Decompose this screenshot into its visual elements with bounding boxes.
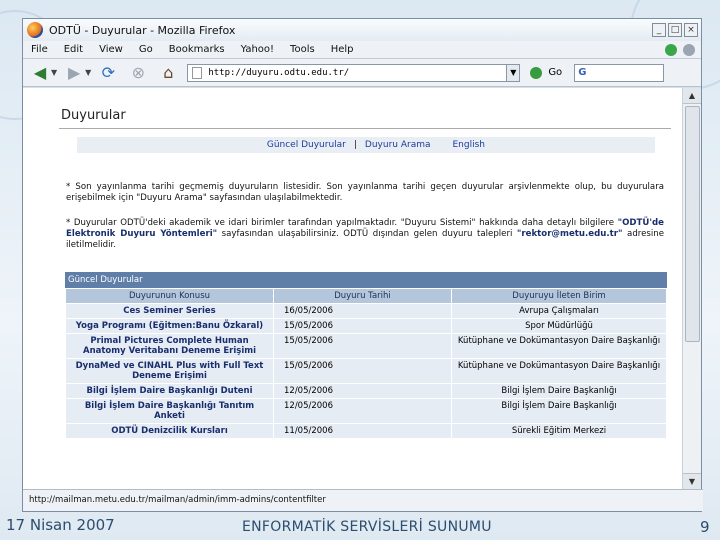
search-box[interactable]: G — [574, 64, 664, 82]
table-row — [66, 424, 667, 439]
window-title: ODTÜ - Duyurular - Mozilla Firefox — [49, 23, 236, 37]
column-header-date: Duyuru Tarihi — [274, 289, 452, 304]
slide-footer-title: ENFORMATİK SERVİSLERİ SUNUMU — [242, 519, 492, 535]
announcement-unit: Avrupa Çalışmaları — [452, 304, 667, 319]
table-row — [66, 399, 667, 424]
table-row — [66, 384, 667, 399]
announcement-link[interactable]: Bilgi İşlem Daire Başkanlığı Tanıtım Anketi — [66, 399, 274, 424]
announcement-link[interactable]: Bilgi İşlem Daire Başkanlığı Duteni — [66, 384, 274, 399]
announcement-date: 11/05/2006 — [274, 424, 452, 439]
scroll-down-icon[interactable]: ▼ — [683, 473, 701, 489]
announcement-date: 15/05/2006 — [274, 334, 452, 359]
menu-yahoo[interactable]: Yahoo! — [240, 44, 275, 55]
sub-navigation — [77, 137, 655, 153]
para2-text-mid: sayfasından ulaşabilirsiniz. ODTÜ dışından gelen duyuru talepleri — [217, 229, 517, 239]
home-icon[interactable]: ⌂ — [163, 63, 174, 82]
forward-dropdown-icon[interactable]: ▼ — [85, 68, 92, 77]
column-header-subject: Duyurunun Konusu — [66, 289, 274, 304]
nav-separator: | — [353, 140, 357, 150]
para2-text: * Duyurular ODTÜ'deki akademik ve idari birimler tarafından yapılmaktadır. "Duyuru Sistemi" hakkında daha detaylı bilgilere — [66, 218, 618, 228]
nav-english[interactable]: English — [452, 140, 485, 150]
announcement-link[interactable]: Primal Pictures Complete Human Anatomy Veritabanı Deneme Erişimi — [66, 334, 274, 359]
page-viewport — [23, 88, 682, 489]
go-button[interactable]: Go — [548, 67, 563, 78]
table-row — [66, 319, 667, 334]
announcement-link[interactable]: Ces Seminer Series — [66, 304, 274, 319]
nav-current-announcements[interactable]: Güncel Duyurular — [266, 140, 346, 150]
announcement-date: 12/05/2006 — [274, 399, 452, 424]
announcement-unit: Kütüphane ve Dokümantasyon Daire Başkanlığı — [452, 359, 667, 384]
column-header-unit: Duyuruyu İleten Birim — [452, 289, 667, 304]
rector-email-link[interactable]: "rektor@metu.edu.tr" — [516, 229, 623, 239]
back-dropdown-icon[interactable]: ▼ — [51, 68, 58, 77]
menu-edit[interactable]: Edit — [63, 44, 84, 55]
announcement-unit: Spor Müdürlüğü — [452, 319, 667, 334]
para2-text-end: adresine iletilmelidir. — [66, 229, 664, 250]
slide-page-number: 9 — [700, 518, 710, 536]
nav-announcement-search[interactable]: Duyuru Arama — [364, 140, 431, 150]
reload-icon[interactable]: ⟳ — [101, 63, 116, 82]
slide-date: 17 Nisan 2007 — [6, 516, 115, 534]
scroll-thumb[interactable] — [685, 106, 700, 342]
page-icon — [192, 67, 202, 79]
announcement-unit: Sürekli Eğitim Merkezi — [452, 424, 667, 439]
firefox-icon — [27, 22, 43, 38]
announcement-date: 15/05/2006 — [274, 319, 452, 334]
scroll-up-icon[interactable]: ▲ — [683, 88, 701, 104]
table-row — [66, 359, 667, 384]
title-bar — [23, 19, 701, 41]
forward-arrow-icon[interactable]: ▶ — [68, 63, 81, 82]
announcement-date: 15/05/2006 — [274, 359, 452, 384]
announcement-link[interactable]: DynaMed ve CINAHL Plus with Full Text Deneme Erişimi — [66, 359, 274, 384]
page-title: Duyurular — [61, 108, 126, 123]
status-bar: http://mailman.metu.edu.tr/mailman/admin/imm-admins/contentfilter — [23, 489, 703, 511]
table-row — [66, 334, 667, 359]
go-icon[interactable] — [530, 67, 542, 79]
menu-bar — [23, 41, 701, 59]
announcement-unit: Bilgi İşlem Daire Başkanlığı — [452, 384, 667, 399]
menu-tools[interactable]: Tools — [290, 44, 315, 55]
info-paragraph-1: * Son yayınlanma tarihi geçmemiş duyuruların listesidir. Son yayınlanma tarihi geçen duyurular arşivlenmekte olup, bu duyurulara erişebilmek için "Duyuru Arama" sayfasından ulaşılabilmektedir. — [66, 182, 664, 203]
announcement-unit: Bilgi İşlem Daire Başkanlığı — [452, 399, 667, 424]
table-title: Güncel Duyurular — [65, 272, 667, 288]
back-arrow-icon[interactable]: ◀ — [33, 63, 47, 82]
announcement-link[interactable]: ODTÜ Denizcilik Kursları — [66, 424, 274, 439]
stop-icon[interactable]: ⊗ — [131, 63, 146, 82]
close-button[interactable]: × — [684, 23, 698, 37]
announcements-table — [65, 272, 667, 439]
duyuru-methods-link[interactable]: "ODTÜ'de Elektronik Duyuru Yöntemleri" — [66, 218, 664, 239]
heading-divider — [59, 128, 671, 129]
menu-view[interactable]: View — [99, 44, 123, 55]
menu-go[interactable]: Go — [138, 44, 153, 55]
navigation-toolbar — [23, 59, 701, 87]
browser-window — [22, 18, 702, 512]
announcement-link[interactable]: Yoga Programı (Eğitmen:Banu Özkaral) — [66, 319, 274, 334]
settings-gear-icon[interactable] — [683, 44, 695, 56]
table-row — [66, 304, 667, 319]
maximize-button[interactable]: □ — [668, 23, 682, 37]
vertical-scrollbar[interactable] — [682, 88, 701, 489]
status-green-icon — [665, 44, 677, 56]
menu-file[interactable]: File — [31, 44, 48, 55]
address-dropdown-icon[interactable]: ▼ — [506, 64, 520, 82]
announcement-unit: Kütüphane ve Dokümantasyon Daire Başkanlığı — [452, 334, 667, 359]
address-bar[interactable] — [187, 64, 507, 82]
minimize-button[interactable]: _ — [652, 23, 666, 37]
menu-help[interactable]: Help — [330, 44, 354, 55]
address-url: http://duyuru.odtu.edu.tr/ — [208, 67, 350, 78]
announcement-date: 16/05/2006 — [274, 304, 452, 319]
menu-bookmarks[interactable]: Bookmarks — [168, 44, 225, 55]
announcement-date: 12/05/2006 — [274, 384, 452, 399]
info-paragraph-2 — [66, 218, 664, 251]
